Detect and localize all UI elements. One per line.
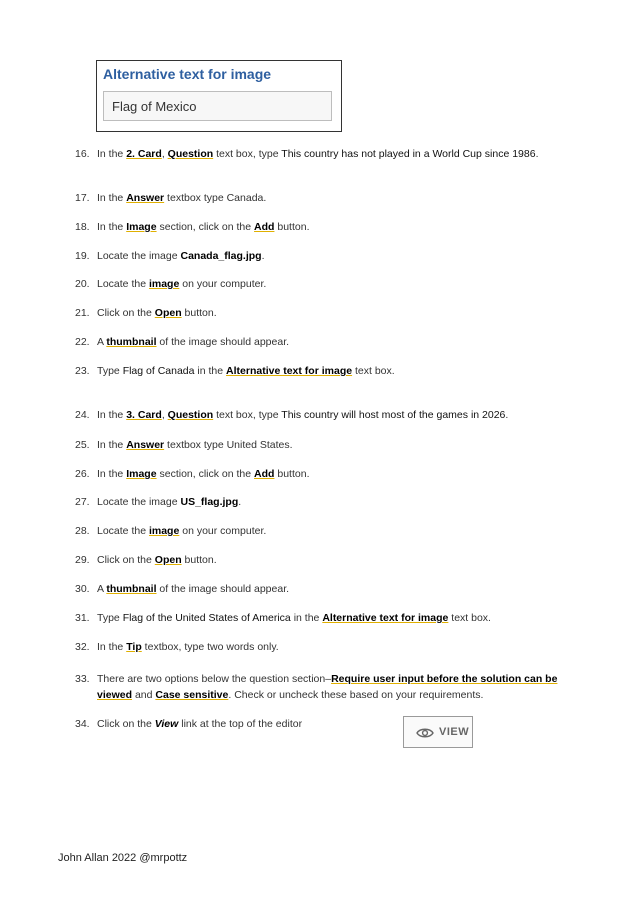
step-20: 20. Locate the image on your computer. <box>75 278 267 290</box>
alt-text-title: Alternative text for image <box>103 66 272 82</box>
footer-credit: John Allan 2022 @mrpottz <box>58 852 188 864</box>
step-28: 28. Locate the image on your computer. <box>75 525 267 537</box>
step-23: 23. Type Flag of Canada in the Alternative text for image text box. <box>75 365 395 377</box>
step-32: 32. In the Tip textbox, type two words only. <box>75 641 279 653</box>
step-26: 26. In the Image section, click on the Add button. <box>75 468 310 480</box>
step-25: 25. In the Answer textbox type United States. <box>75 439 293 451</box>
step-34: 34. Click on the View link at the top of the editor <box>75 718 303 730</box>
step-19: 19. Locate the image Canada_flag.jpg. <box>75 250 265 262</box>
eye-icon <box>416 726 434 744</box>
view-label: VIEW <box>439 726 470 738</box>
step-22: 22. A thumbnail of the image should appear. <box>75 336 290 348</box>
alt-text-field <box>103 91 332 121</box>
step-21: 21. Click on the Open button. <box>75 307 217 319</box>
step-30: 30. A thumbnail of the image should appear. <box>75 583 290 595</box>
alt-text-screenshot <box>96 60 342 132</box>
step-33: 33. There are two options below the question section–Require user input before the solution can be viewed and Case sensitive. Check or uncheck these based on your requirements. <box>75 673 558 701</box>
view-button-screenshot <box>403 716 473 748</box>
step-17: 17. In the Answer textbox type Canada. <box>75 192 267 204</box>
step-31: 31. Type Flag of the United States of America in the Alternative text for image text box. <box>75 612 491 624</box>
step-16: 16. In the 2. Card, Question text box, type This country has not played in a World Cup since 1986. <box>75 148 539 160</box>
step-27: 27. Locate the image US_flag.jpg. <box>75 496 242 508</box>
step-29: 29. Click on the Open button. <box>75 554 217 566</box>
step-18: 18. In the Image section, click on the Add button. <box>75 221 310 233</box>
step-24: 24. In the 3. Card, Question text box, type This country will host most of the games in 2026. <box>75 409 509 421</box>
alt-text-value: Flag of Mexico <box>112 99 197 114</box>
